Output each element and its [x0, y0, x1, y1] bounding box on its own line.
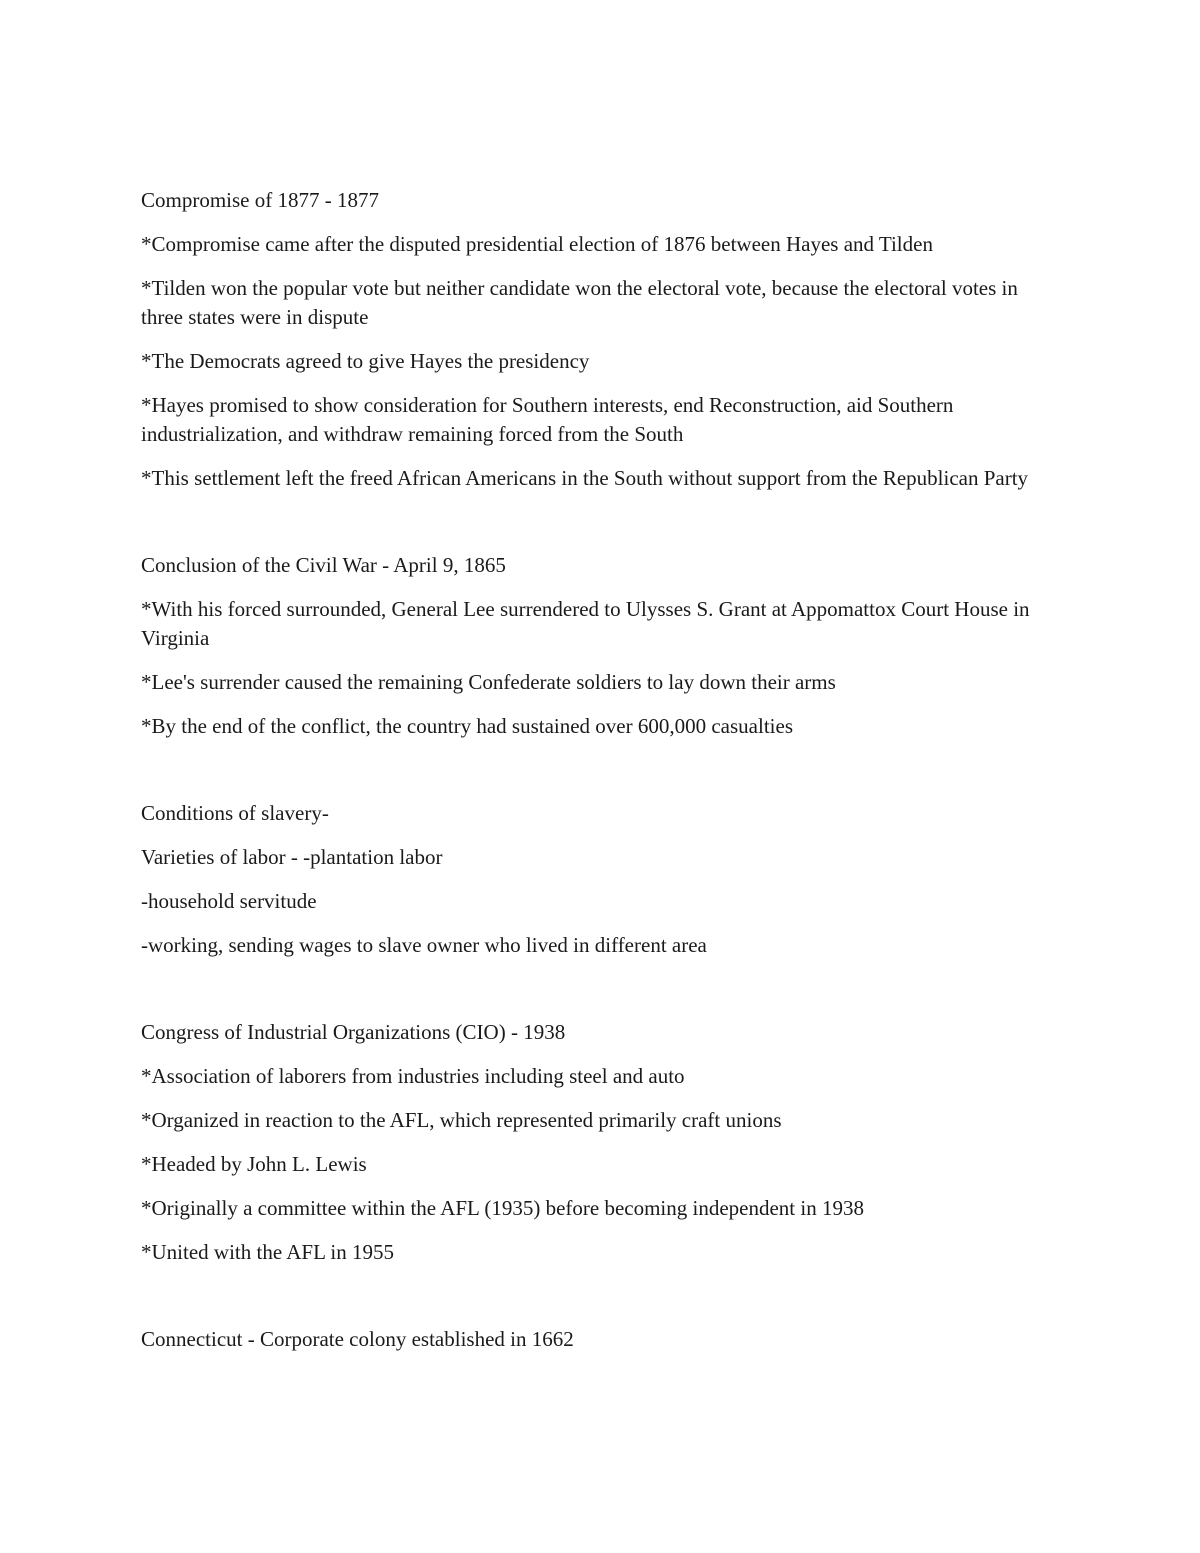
note-line: *Compromise came after the disputed presidential election of 1876 between Hayes and Tilden — [141, 232, 933, 256]
section-conditions-of-slavery — [141, 799, 1061, 960]
section-heading: Conditions of slavery- — [141, 801, 329, 825]
note-line: *Tilden won the popular vote but neither candidate won the electoral vote, because the electoral votes in three states were in dispute — [141, 276, 1018, 329]
note-line: *Originally a committee within the AFL (1935) before becoming independent in 1938 — [141, 1196, 864, 1220]
note-line: -household servitude — [141, 889, 317, 913]
note-line: *Organized in reaction to the AFL, which represented primarily craft unions — [141, 1108, 782, 1132]
note-line: Varieties of labor - -plantation labor — [141, 845, 443, 869]
section-compromise-of-1877 — [141, 186, 1061, 493]
section-heading: Congress of Industrial Organizations (CIO) - 1938 — [141, 1020, 566, 1044]
note-line: *Headed by John L. Lewis — [141, 1152, 367, 1176]
note-line: *Lee's surrender caused the remaining Confederate soldiers to lay down their arms — [141, 670, 836, 694]
note-line: *Hayes promised to show consideration for Southern interests, end Reconstruction, aid Southern industrialization, and withdraw remaining forced from the South — [141, 393, 954, 446]
section-heading: Compromise of 1877 - 1877 — [141, 188, 379, 212]
section-conclusion-of-civil-war — [141, 551, 1061, 741]
section-heading: Conclusion of the Civil War - April 9, 1865 — [141, 553, 506, 577]
note-line: -working, sending wages to slave owner who lived in different area — [141, 933, 707, 957]
section-heading: Connecticut - Corporate colony established in 1662 — [141, 1327, 574, 1351]
section-connecticut — [141, 1325, 1061, 1354]
note-line: *By the end of the conflict, the country had sustained over 600,000 casualties — [141, 714, 793, 738]
note-line: *With his forced surrounded, General Lee surrendered to Ulysses S. Grant at Appomattox Court House in Virginia — [141, 597, 1030, 650]
note-line: *This settlement left the freed African Americans in the South without support from the Republican Party — [141, 466, 1029, 490]
note-line: *United with the AFL in 1955 — [141, 1240, 394, 1264]
note-line: *Association of laborers from industries including steel and auto — [141, 1064, 685, 1088]
section-congress-of-industrial-organizations — [141, 1018, 1061, 1267]
document-page — [141, 186, 1061, 1354]
note-line: *The Democrats agreed to give Hayes the presidency — [141, 349, 590, 373]
